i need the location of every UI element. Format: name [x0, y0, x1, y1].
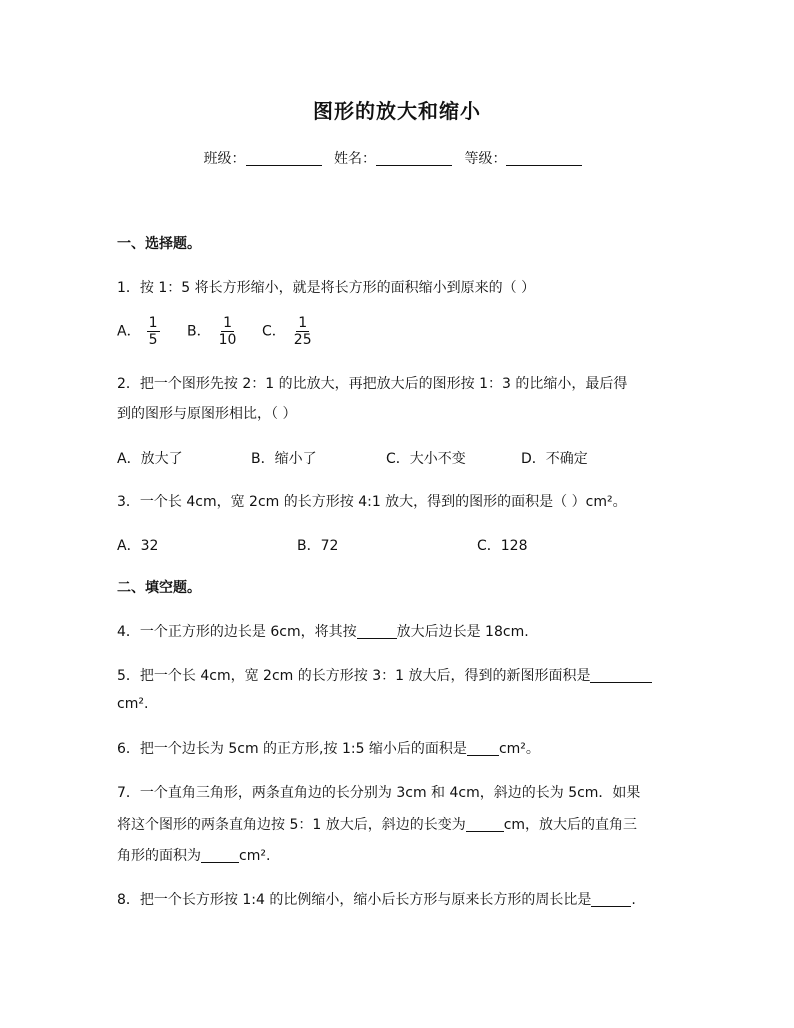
name-label: 姓名：	[334, 151, 376, 167]
q2-option-a[interactable]: A．放大了	[117, 451, 183, 467]
fraction: $\frac{1}{10}$	[218, 315, 237, 348]
grade-blank[interactable]	[506, 151, 582, 166]
question-7-line-2: 将这个图形的两条直角边按 5：1 放大后，斜边的长变为 cm，放大后的直角三	[117, 817, 638, 833]
q2-option-c[interactable]: C．大小不变	[386, 451, 466, 467]
q1-option-a[interactable]: A． $\frac{1}{5}$	[117, 315, 158, 348]
class-label: 班级：	[203, 151, 246, 167]
question-5: 5．把一个长 4cm，宽 2cm 的长方形按 3：1 放大后，得到的新图形面积是	[117, 665, 652, 685]
question-2-line-2: 到的图形与原图形相比，（ ）	[117, 406, 297, 422]
section-heading-fill: 二、填空题。	[117, 580, 201, 596]
class-blank[interactable]	[246, 151, 322, 166]
question-2-line-1: 2．把一个图形先按 2：1 的比放大，再把放大后的图形按 1：3 的比缩小，最后得	[117, 376, 628, 392]
q1-option-c[interactable]: C． $\frac{1}{25}$	[262, 315, 312, 348]
q2-option-b[interactable]: B．缩小了	[251, 451, 317, 467]
answer-blank[interactable]	[357, 624, 397, 639]
question-4: 4．一个正方形的边长是 6cm，将其按 放大后边长是 18cm.	[117, 624, 529, 640]
answer-blank[interactable]	[201, 848, 239, 863]
question-1: 1．按 1：5 将长方形缩小，就是将长方形的面积缩小到原来的（ ）	[117, 280, 536, 296]
question-3: 3．一个长 4cm，宽 2cm 的长方形按 4:1 放大，得到的图形的面积是（ ）cm²。	[117, 494, 627, 510]
q3-option-b[interactable]: B．72	[297, 538, 339, 554]
answer-blank[interactable]	[466, 817, 504, 832]
q3-option-a[interactable]: A．32	[117, 538, 159, 554]
fraction: $\frac{1}{25}$	[293, 315, 312, 348]
answer-blank[interactable]	[591, 892, 631, 907]
question-7-line-3: 角形的面积为 cm².	[117, 848, 271, 864]
question-5-line-2: cm².	[117, 696, 149, 712]
q1-option-b[interactable]: B． $\frac{1}{10}$	[187, 315, 237, 348]
grade-label: 等级：	[464, 151, 507, 167]
section-heading-choice: 一、选择题。	[117, 236, 201, 252]
page-title: 图形的放大和缩小	[313, 99, 481, 123]
fraction: $\frac{1}{5}$	[148, 315, 158, 348]
q2-option-d[interactable]: D．不确定	[521, 451, 588, 467]
answer-blank[interactable]	[590, 668, 652, 683]
name-blank[interactable]	[376, 151, 452, 166]
answer-blank[interactable]	[467, 741, 499, 756]
question-6: 6．把一个边长为 5cm 的正方形,按 1:5 缩小后的面积是 cm²。	[117, 741, 540, 757]
q3-option-c[interactable]: C．128	[477, 538, 528, 554]
question-8: 8．把一个长方形按 1:4 的比例缩小，缩小后长方形与原来长方形的周长比是 .	[117, 892, 636, 908]
question-7-line-1: 7．一个直角三角形，两条直角边的长分别为 3cm 和 4cm，斜边的长为 5cm．如果	[117, 785, 641, 801]
student-info-row	[0, 148, 794, 168]
